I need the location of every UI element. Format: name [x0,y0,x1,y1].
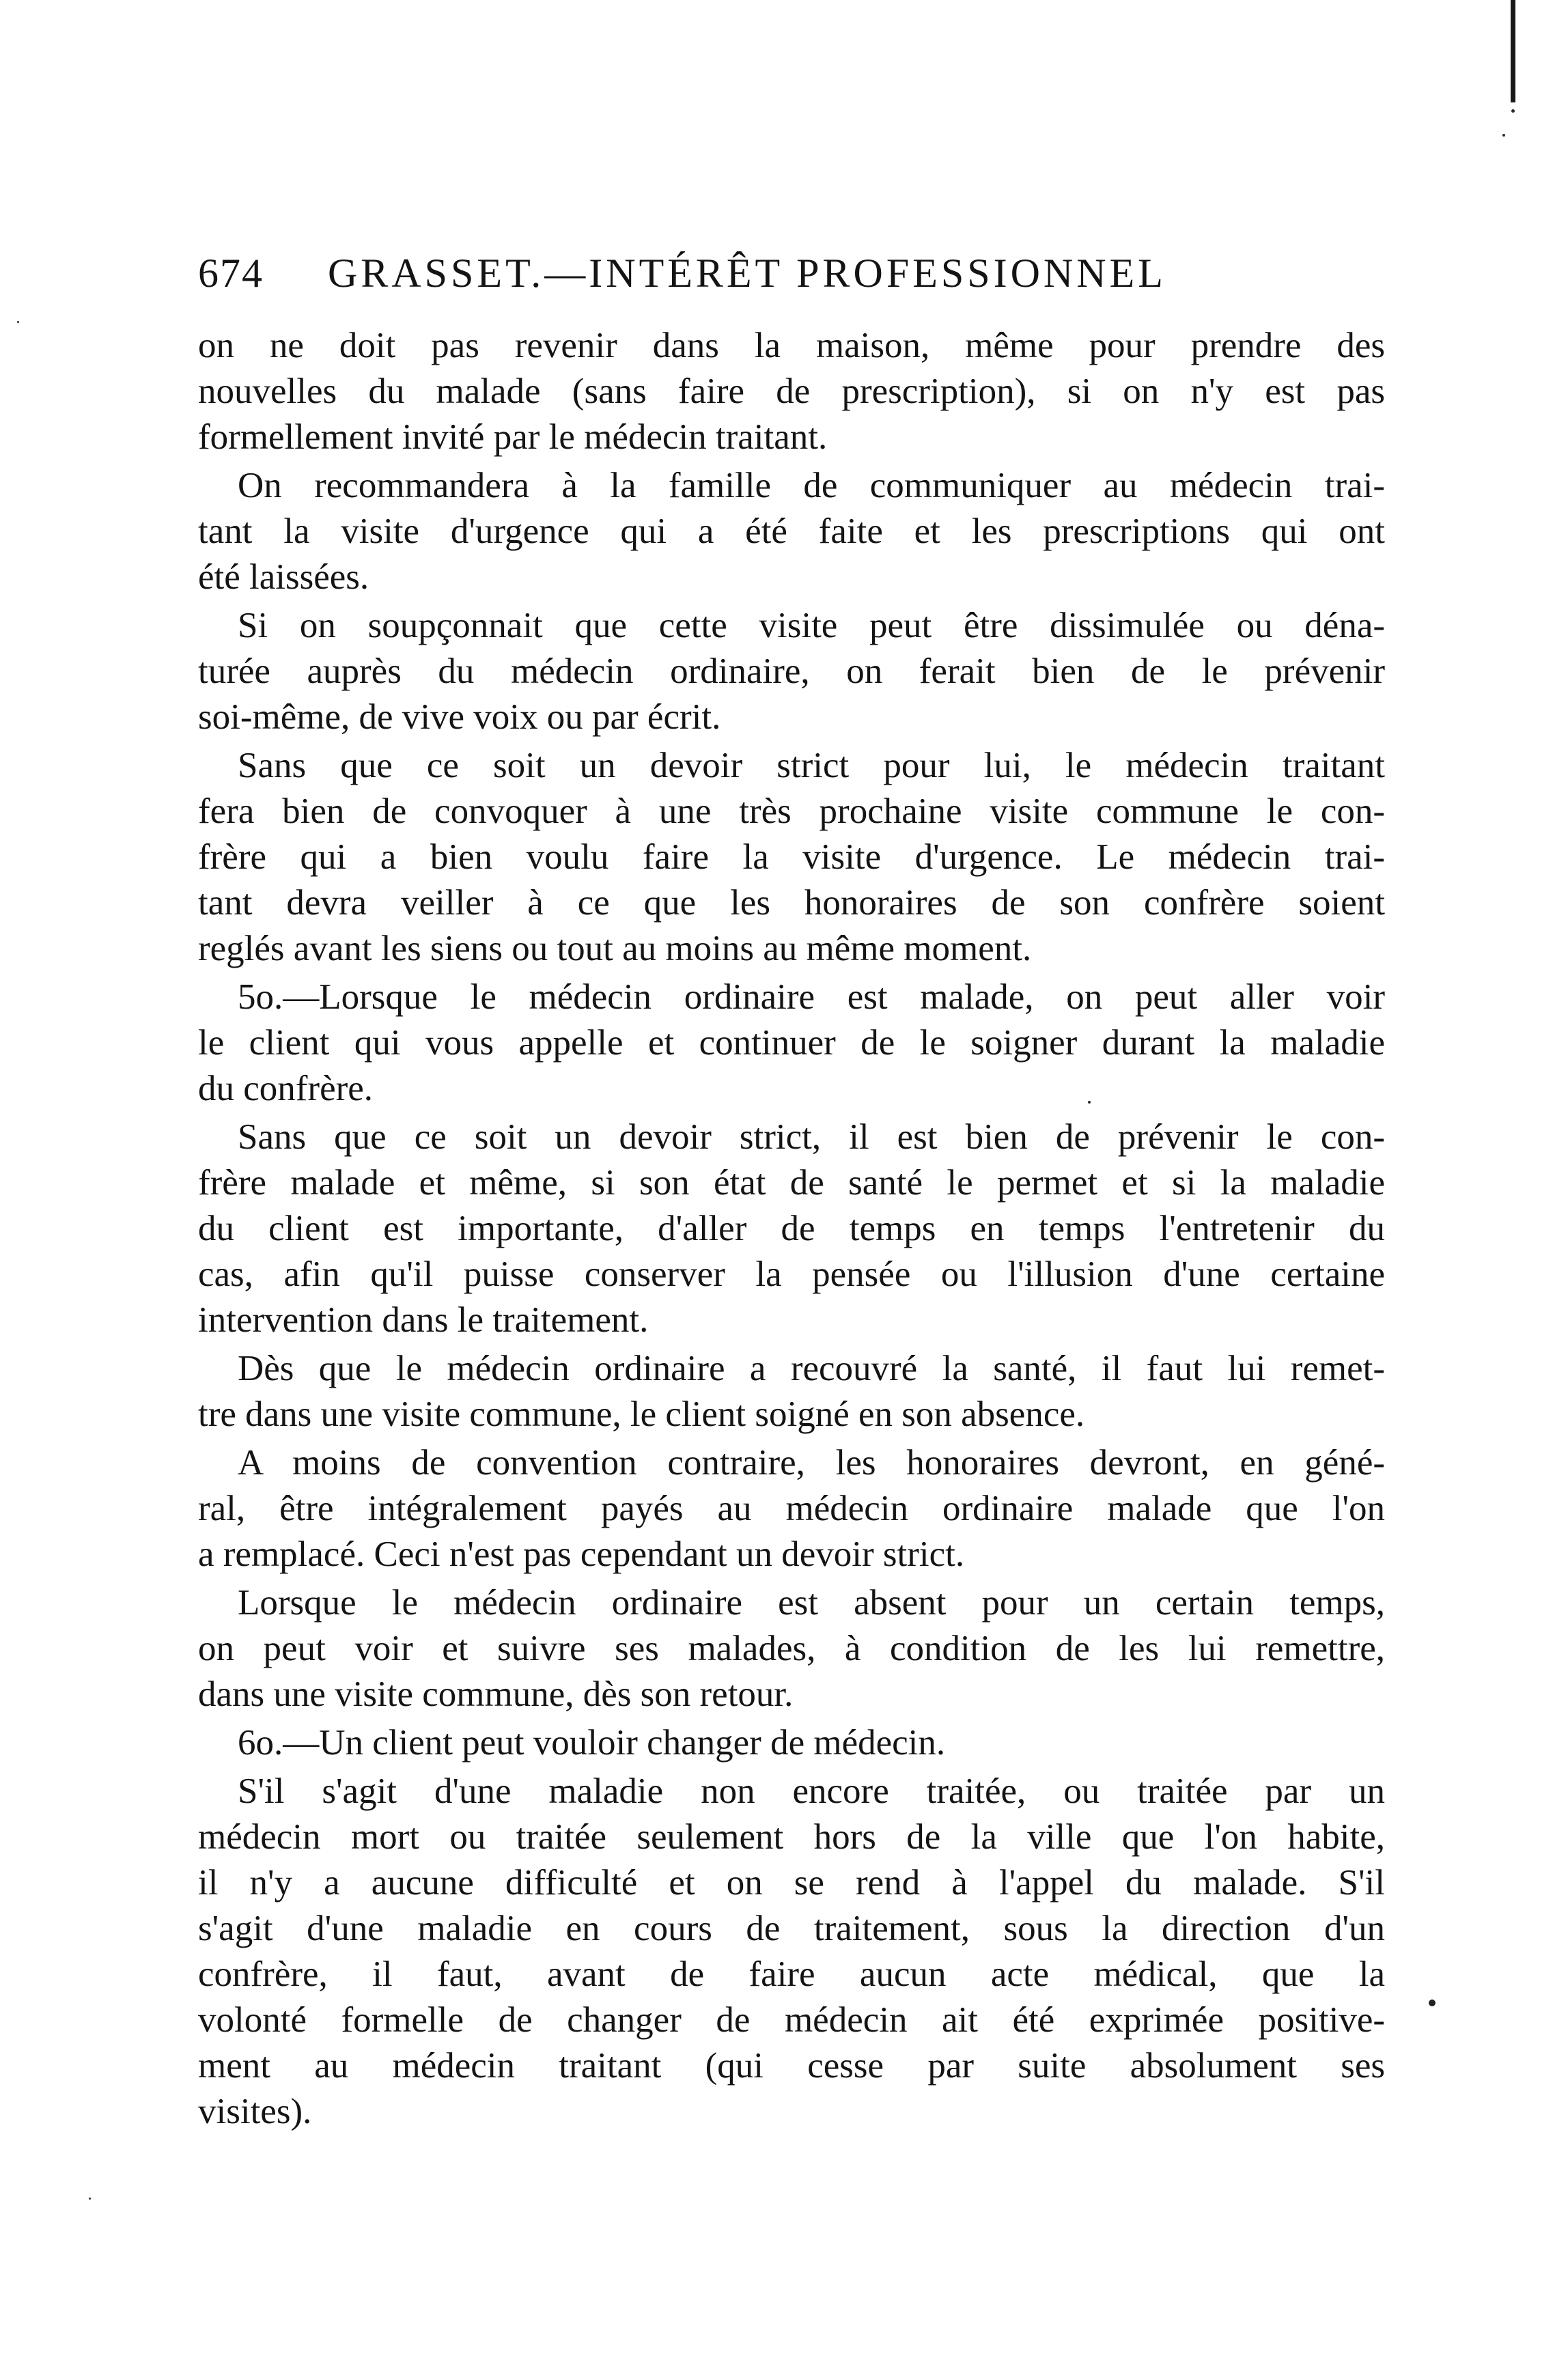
text-line: on peut voir et suivre ses malades, à condition de les lui remettre, [198,1629,1385,1668]
page-number: 674 [198,251,264,296]
text-line: cas, afin qu'il puisse conserver la pensée ou l'illusion d'une certaine [198,1254,1385,1294]
text-line: dans une visite commune, dès son retour. [198,1674,794,1714]
ink-speck [1502,134,1505,137]
page-edge-mark [1511,0,1515,102]
text-line: du confrère. [198,1069,374,1108]
text-line: turée auprès du médecin ordinaire, on ferait bien de le prévenir [198,651,1385,691]
text-line: formellement invité par le médecin traitant. [198,417,828,457]
text-line: tant devra veiller à ce que les honoraires de son confrère soient [198,883,1385,923]
paragraph [198,1440,1385,1577]
text-line: Dès que le médecin ordinaire a recouvré la santé, il faut lui remet- [238,1349,1385,1388]
paragraph [198,1346,1385,1437]
ink-speck [17,321,19,323]
text-line: Lorsque le médecin ordinaire est absent pour un certain temps, [238,1583,1385,1623]
text-line: été laissées. [198,557,369,597]
body-text [198,323,1385,2135]
text-line: tre dans une visite commune, le client soigné en son absence. [198,1394,1085,1434]
text-line: a remplacé. Ceci n'est pas cependant un devoir strict. [198,1534,965,1574]
paragraph [198,603,1385,740]
paragraph [198,1114,1385,1343]
ink-speck [1511,109,1515,113]
text-line: on ne doit pas revenir dans la maison, même pour prendre des [198,326,1385,365]
text-line: Sans que ce soit un devoir strict, il est bien de prévenir le con- [238,1117,1385,1157]
ink-speck [89,2198,91,2200]
text-line: ral, être intégralement payés au médecin ordinaire malade que l'on [198,1489,1385,1528]
paragraph [198,323,1385,460]
text-line: 6o.—Un client peut vouloir changer de médecin. [238,1723,946,1763]
running-title: GRASSET.—INTÉRÊT PROFESSIONNEL [328,251,1166,296]
text-line: du client est importante, d'aller de temps en temps l'entretenir du [198,1209,1385,1248]
text-line: s'agit d'une maladie en cours de traitement, sous la direction d'un [198,1909,1385,1948]
text-line: Sans que ce soit un devoir strict pour lui, le médecin traitant [238,746,1385,785]
text-line: On recommandera à la famille de communiquer au médecin trai- [238,466,1385,505]
paragraph [198,1769,1385,2135]
paragraph [198,1720,1385,1766]
text-line: il n'y a aucune difficulté et on se rend à l'appel du malade. S'il [198,1863,1385,1903]
text-line: visites). [198,2092,312,2131]
text-line: soi-même, de vive voix ou par écrit. [198,697,721,737]
text-line: reglés avant les siens ou tout au moins au même moment. [198,929,1032,968]
text-line: confrère, il faut, avant de faire aucun acte médical, que la [198,1954,1385,1994]
text-line: 5o.—Lorsque le médecin ordinaire est malade, on peut aller voir [238,977,1385,1017]
paragraph [198,1580,1385,1717]
paragraph [198,743,1385,972]
text-line: A moins de convention contraire, les honoraires devront, en géné- [238,1443,1385,1483]
running-header [198,242,1195,304]
text-line: Si on soupçonnait que cette visite peut être dissimulée ou déna- [238,606,1385,645]
text-line: intervention dans le traitement. [198,1300,649,1340]
margin-dot [1429,2000,1436,2006]
text-line: le client qui vous appelle et continuer de le soigner durant la maladie [198,1023,1385,1063]
text-line: fera bien de convoquer à une très prochaine visite commune le con- [198,791,1385,831]
text-line: ment au médecin traitant (qui cesse par suite absolument ses [198,2046,1385,2086]
text-line: tant la visite d'urgence qui a été faite et les prescriptions qui ont [198,511,1385,551]
text-line: frère malade et même, si son état de santé le permet et si la maladie [198,1163,1385,1203]
paragraph [198,463,1385,600]
text-line: médecin mort ou traitée seulement hors de la ville que l'on habite, [198,1817,1385,1857]
text-line: nouvelles du malade (sans faire de prescription), si on n'y est pas [198,371,1385,411]
text-line: frère qui a bien voulu faire la visite d'urgence. Le médecin trai- [198,837,1385,877]
text-line: S'il s'agit d'une maladie non encore traitée, ou traitée par un [238,1771,1385,1811]
paragraph [198,974,1385,1112]
text-line: volonté formelle de changer de médecin ait été exprimée positive- [198,2000,1385,2040]
